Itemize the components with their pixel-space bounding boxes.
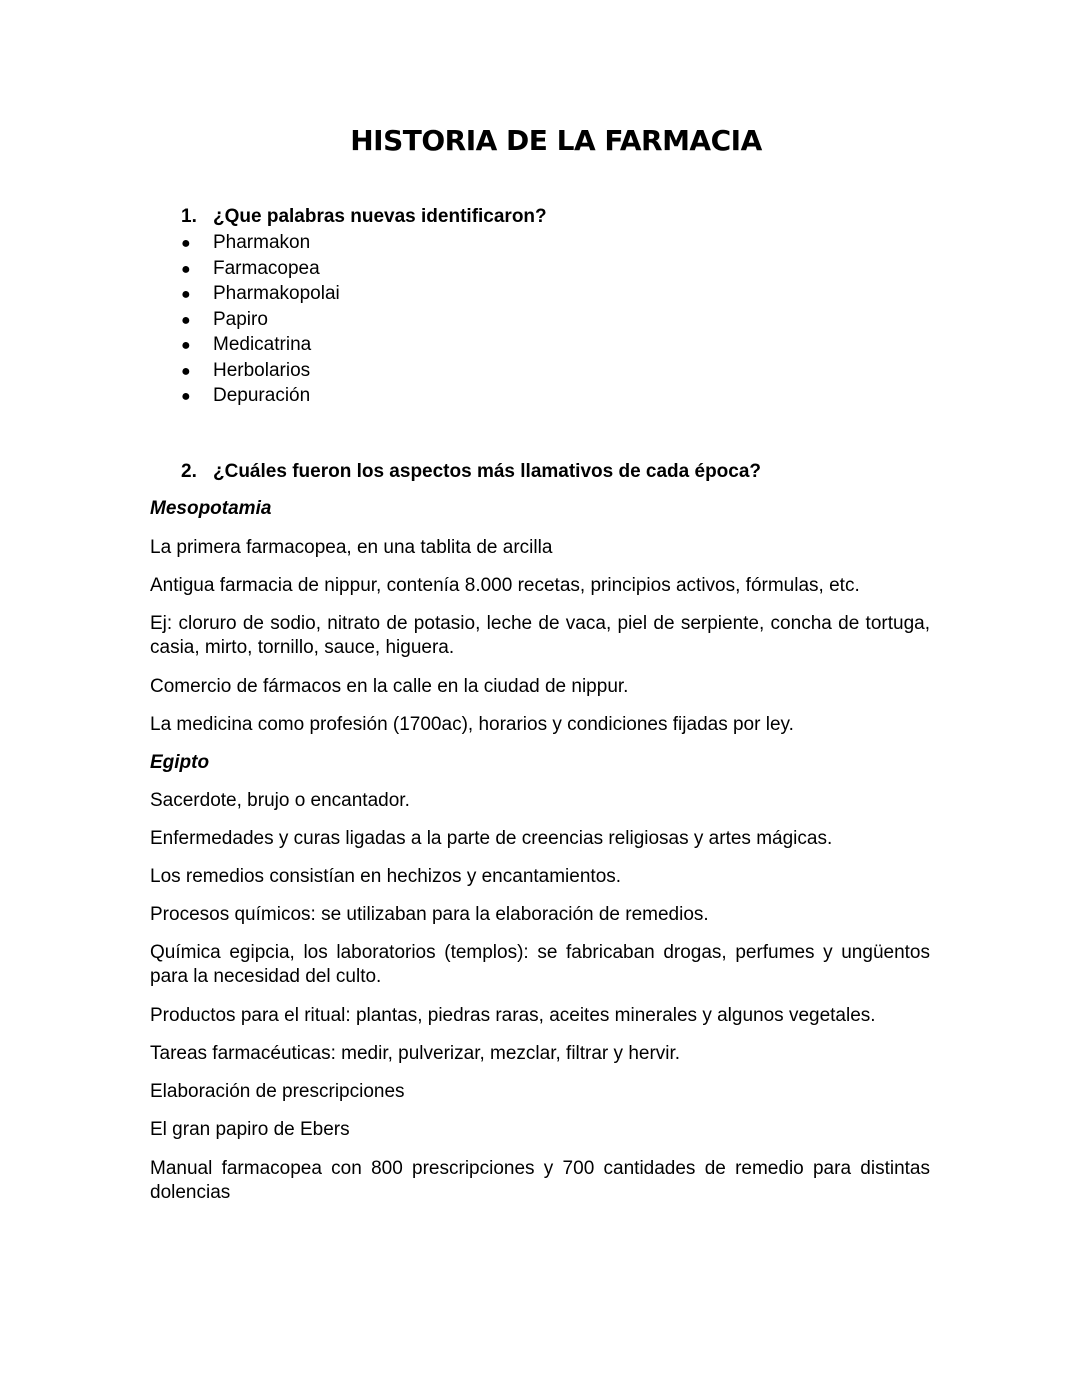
bullet-icon: ● [181,337,191,354]
bullet-icon: ● [181,311,191,329]
list-item: ● Medicatrina [181,332,340,358]
paragraph: Tareas farmacéuticas: medir, pulverizar, mezclar, filtrar y hervir. [150,1043,681,1064]
list-item: ● Pharmakon [181,230,340,256]
paragraph: Manual farmacopea con 800 prescripciones y 700 cantidades de remedio para distintas dolencias [150,1158,930,1203]
list-item: ● Depuración [181,383,340,409]
paragraph: Comercio de fármacos en la calle en la ciudad de nippur. [150,676,629,697]
bullet-icon: ● [181,235,191,252]
question-2 [181,459,761,484]
list-item: ● Pharmakopolai [181,281,340,307]
paragraph: Los remedios consistían en hechizos y encantamientos. [150,866,622,887]
bullet-icon: ● [181,260,191,278]
section-heading: Egipto [150,752,210,773]
paragraph: Enfermedades y curas ligadas a la parte de creencias religiosas y artes mágicas. [150,828,833,849]
question-1-number: 1. [181,206,197,227]
bullet-icon: ● [181,286,191,303]
paragraph: Productos para el ritual: plantas, piedras raras, aceites minerales y algunos vegetales. [150,1005,876,1026]
section-heading: Mesopotamia [150,498,272,519]
question-2-text: ¿Cuáles fueron los aspectos más llamativos de cada época? [213,461,762,482]
bullet-icon: ● [181,388,191,405]
list-item: ● Herbolarios [181,358,340,384]
paragraph: Elaboración de prescripciones [150,1081,405,1102]
paragraph: Antigua farmacia de nippur, contenía 8.000 recetas, principios activos, fórmulas, etc. [150,575,860,596]
new-words-list [181,230,340,409]
paragraph: Procesos químicos: se utilizaban para la elaboración de remedios. [150,904,709,925]
page-title: HISTORIA DE LA FARMACIA [350,124,762,157]
list-item: ● Papiro [181,307,340,333]
paragraph: Ej: cloruro de sodio, nitrato de potasio, leche de vaca, piel de serpiente, concha de tortuga, casia, mirto, tornillo, sauce, higuera. [150,613,930,658]
paragraph: La primera farmacopea, en una tablita de arcilla [150,537,553,558]
paragraph: Sacerdote, brujo o encantador. [150,790,410,811]
bullet-icon: ● [181,362,191,380]
paragraph: El gran papiro de Ebers [150,1119,350,1140]
question-1-text: ¿Que palabras nuevas identificaron? [213,206,547,227]
paragraph: Química egipcia, los laboratorios (templos): se fabricaban drogas, perfumes y ungüentos para la necesidad del culto. [150,942,930,987]
list-item: ● Farmacopea [181,256,340,282]
paragraph: La medicina como profesión (1700ac), horarios y condiciones fijadas por ley. [150,714,794,735]
question-2-number: 2. [181,461,197,482]
question-1 [181,204,547,229]
